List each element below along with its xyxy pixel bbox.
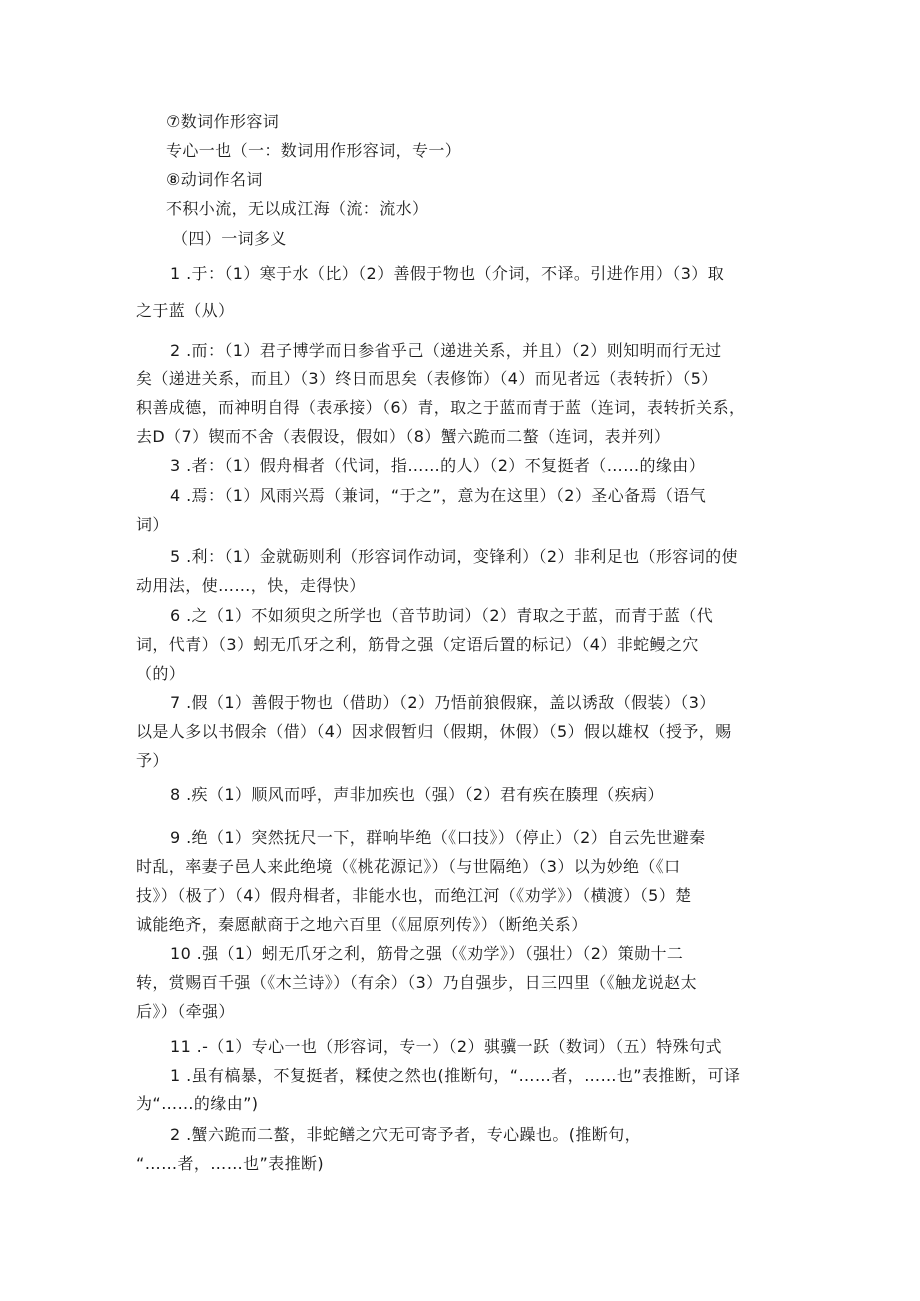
entry-5-line-1: 5 .利：（1）金就砺则利（形容词作动词，变锋利）（2）非利足也（形容词的使 bbox=[170, 547, 738, 566]
entry-1-line-1: 1 .于：（1）寒于水（比）（2）善假于物也（介词，不译。引进作用）（3）取 bbox=[170, 264, 725, 283]
entry-7-line-2: 以是人多以书假余（借）（4）因求假暂归（假期，休假）（5）假以雄权（授予，赐 bbox=[136, 722, 732, 741]
entry-7-line-1: 7 .假（1）善假于物也（借助）（2）乃悟前狼假寐，盖以诱敌（假装）（3） bbox=[170, 693, 716, 712]
entry-9-line-4: 诚能绝齐，秦愿献商于之地六百里（《屈原列传》）（断绝关系） bbox=[136, 915, 588, 934]
heading-numeral-as-adjective: ⑦数词作形容词 bbox=[166, 112, 280, 131]
entry-11-line-1: 11 .-（1）专心一也（形容词，专一）（2）骐骥一跃（数词）（五）特殊句式 bbox=[170, 1037, 722, 1056]
entry-6-line-1: 6 .之（1）不如须臾之所学也（音节助词）（2）青取之于蓝，而青于蓝（代 bbox=[170, 606, 714, 625]
entry-10-line-3: 后》）（牵强） bbox=[136, 1002, 235, 1021]
entry-8-line-1: 8 .疾（1）顺风而呼，声非加疾也（强）（2）君有疾在腠理（疾病） bbox=[170, 785, 664, 804]
special-sentence-1-line-2: 为“……的缘由”) bbox=[136, 1094, 259, 1113]
entry-7-line-3: 予） bbox=[136, 751, 169, 770]
special-sentence-2-line-2: “……者，……也”表推断) bbox=[136, 1154, 325, 1173]
entry-2-line-2: 矣（递进关系，而且）（3）终日而思矣（表修饰）（4）而见者远（表转折）（5） bbox=[136, 369, 718, 388]
example-line: 不积小流，无以成江海（流：流水） bbox=[166, 199, 429, 218]
entry-6-line-2: 词，代青）（3）蚓无爪牙之利，筋骨之强（定语后置的标记）（4）非蛇鳗之穴 bbox=[136, 635, 699, 654]
special-sentence-2-line-1: 2 .蟹六跪而二螯，非蛇鳝之穴无可寄予者，专心躁也。(推断句， bbox=[170, 1125, 641, 1144]
entry-3-line-1: 3 .者：（1）假舟楫者（代词，指……的人）（2）不复挺者（……的缘由） bbox=[170, 456, 706, 475]
entry-2-line-3: 积善成德，而神明自得（表承接）（6）青，取之于蓝而青于蓝（连词，表转折关系， bbox=[136, 398, 746, 417]
section-heading-polysemy: （四）一词多义 bbox=[172, 229, 287, 248]
entry-1-line-2: 之于蓝（从） bbox=[136, 301, 235, 320]
entry-9-line-3: 技》）（极了）（4）假舟楫者，非能水也，而绝江河（《劝学》）（横渡）（5）楚 bbox=[136, 886, 692, 905]
entry-2-line-1: 2 .而：（1）君子博学而日参省乎己（递进关系，并且）（2）则知明而行无过 bbox=[170, 341, 722, 360]
example-line: 专心一也（一：数词用作形容词，专一） bbox=[166, 141, 462, 160]
special-sentence-1-line-1: 1 .虽有槁暴，不复挺者，糅使之然也(推断句，“……者，……也”表推断，可译 bbox=[170, 1066, 741, 1085]
entry-9-line-1: 9 .绝（1）突然抚尺一下，群响毕绝（《口技》）（停止）（2）自云先世避秦 bbox=[170, 828, 706, 847]
heading-verb-as-noun: ⑧动词作名词 bbox=[166, 170, 263, 189]
entry-10-line-2: 转，赏赐百千强（《木兰诗》）（有余）（3）乃自强步，日三四里（《触龙说赵太 bbox=[136, 973, 697, 992]
entry-5-line-2: 动用法，使……，快，走得快） bbox=[136, 576, 366, 595]
entry-2-line-4: 去D（7）锲而不舍（表假设，假如）（8）蟹六跪而二螯（连词，表并列） bbox=[136, 427, 671, 446]
entry-10-line-1: 10 .强（1）蚓无爪牙之利，筋骨之强（《劝学》）（强壮）（2）策勋十二 bbox=[170, 944, 684, 963]
entry-4-line-2: 词） bbox=[136, 515, 169, 534]
entry-4-line-1: 4 .焉：（1）风雨兴焉（兼词，“于之”，意为在这里）（2）圣心备焉（语气 bbox=[170, 486, 707, 505]
entry-6-line-3: （的） bbox=[136, 664, 186, 683]
entry-9-line-2: 时乱，率妻子邑人来此绝境（《桃花源记》）（与世隔绝）（3）以为妙绝（《口 bbox=[136, 857, 681, 876]
